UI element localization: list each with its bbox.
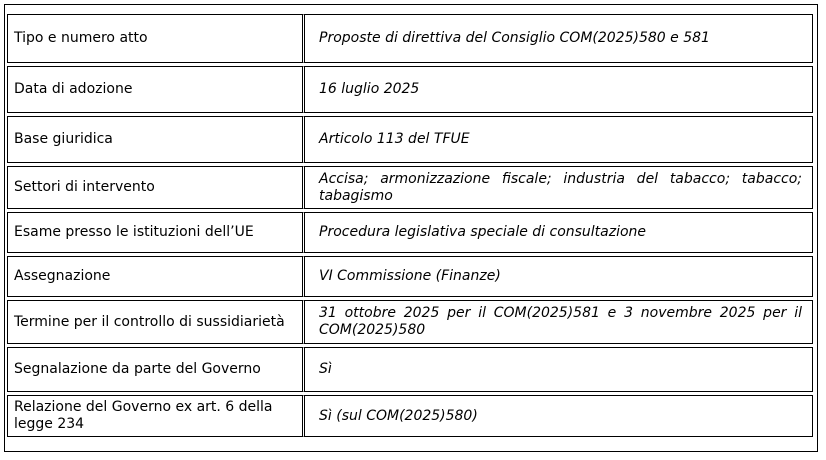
row-label-esame: Esame presso le istituzioni dell’UE xyxy=(7,212,305,253)
table-row xyxy=(7,395,813,437)
row-value-assegnazione: VI Commissione (Finanze) xyxy=(305,256,813,297)
table-row xyxy=(7,347,813,392)
row-value-settori: Accisa; armonizzazione fiscale; industria del tabacco; tabacco; tabagismo xyxy=(305,166,813,209)
row-value-esame: Procedura legislativa speciale di consultazione xyxy=(305,212,813,253)
row-value-relazione: Sì (sul COM(2025)580) xyxy=(305,395,813,437)
row-label-relazione: Relazione del Governo ex art. 6 della legge 234 xyxy=(7,395,305,437)
table-row xyxy=(7,300,813,344)
table-row xyxy=(7,116,813,163)
row-label-settori: Settori di intervento xyxy=(7,166,305,209)
row-label-assegnazione: Assegnazione xyxy=(7,256,305,297)
row-value-tipo: Proposte di direttiva del Consiglio COM(2025)580 e 581 xyxy=(305,14,813,63)
table-row xyxy=(7,14,813,63)
table-row xyxy=(7,166,813,209)
row-label-segnalazione: Segnalazione da parte del Governo xyxy=(7,347,305,392)
table-row xyxy=(7,212,813,253)
row-value-data: 16 luglio 2025 xyxy=(305,66,813,113)
row-value-segnalazione: Sì xyxy=(305,347,813,392)
table-row xyxy=(7,256,813,297)
row-label-termine: Termine per il controllo di sussidiarietà xyxy=(7,300,305,344)
info-table xyxy=(7,11,813,440)
row-value-base: Articolo 113 del TFUE xyxy=(305,116,813,163)
row-value-termine: 31 ottobre 2025 per il COM(2025)581 e 3 novembre 2025 per il COM(2025)580 xyxy=(305,300,813,344)
row-label-data: Data di adozione xyxy=(7,66,305,113)
row-label-base: Base giuridica xyxy=(7,116,305,163)
table-row xyxy=(7,66,813,113)
row-label-tipo: Tipo e numero atto xyxy=(7,14,305,63)
